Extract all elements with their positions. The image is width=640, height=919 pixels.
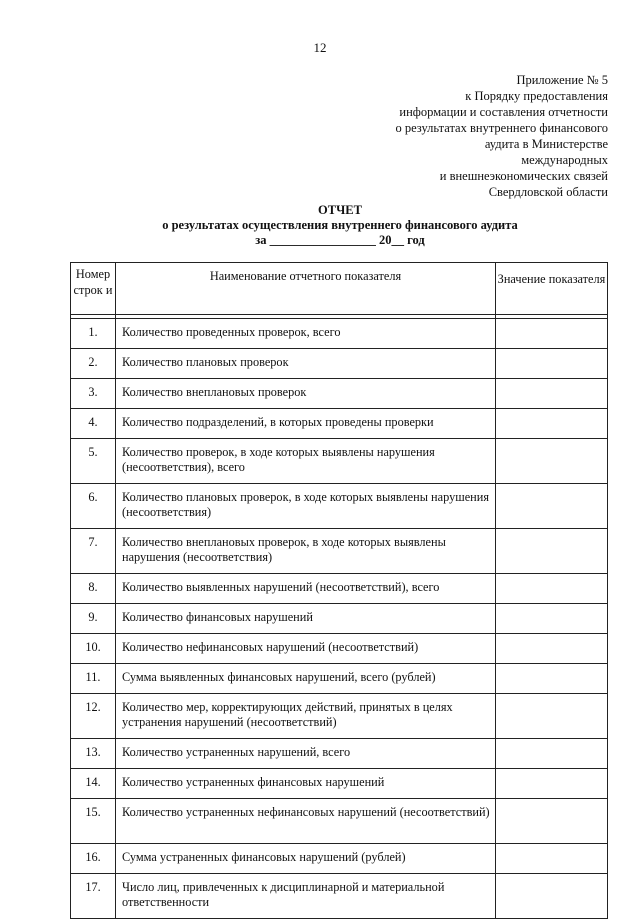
row-value [496, 874, 608, 919]
row-number: 15. [71, 799, 116, 844]
row-indicator-name: Количество выявленных нарушений (несоответствий), всего [116, 574, 496, 604]
row-indicator-name: Количество финансовых нарушений [116, 604, 496, 634]
table-row [71, 349, 608, 379]
row-value [496, 484, 608, 529]
header-number: Номер строк и [71, 263, 116, 315]
appendix-line: о результатах внутреннего финансового [395, 121, 608, 135]
table-row [71, 634, 608, 664]
row-indicator-name: Количество проведенных проверок, всего [116, 319, 496, 349]
appendix-line: Приложение № 5 [516, 73, 608, 87]
table-row [71, 529, 608, 574]
header-value: Значение показателя [496, 263, 608, 315]
appendix-line: информации и составления отчетности [399, 105, 608, 119]
table-row [71, 694, 608, 739]
row-value [496, 739, 608, 769]
table-row [71, 799, 608, 844]
row-value [496, 529, 608, 574]
row-value [496, 409, 608, 439]
row-value [496, 634, 608, 664]
row-value [496, 439, 608, 484]
row-indicator-name: Количество нефинансовых нарушений (несоответствий) [116, 634, 496, 664]
table-row [71, 604, 608, 634]
row-indicator-name: Количество мер, корректирующих действий, принятых в целях устранения нарушений (несоответствий) [116, 694, 496, 739]
row-number: 12. [71, 694, 116, 739]
row-value [496, 319, 608, 349]
table-row [71, 319, 608, 349]
row-value [496, 844, 608, 874]
table-header-row [71, 263, 608, 315]
row-number: 1. [71, 319, 116, 349]
title-subject: о результатах осуществления внутреннего финансового аудита [162, 218, 518, 232]
row-value [496, 769, 608, 799]
row-number: 13. [71, 739, 116, 769]
row-indicator-name: Количество подразделений, в которых проведены проверки [116, 409, 496, 439]
row-number: 3. [71, 379, 116, 409]
table-row [71, 439, 608, 484]
row-value [496, 574, 608, 604]
table-row [71, 484, 608, 529]
row-number: 6. [71, 484, 116, 529]
row-value [496, 604, 608, 634]
row-indicator-name: Количество устраненных финансовых нарушений [116, 769, 496, 799]
row-number: 11. [71, 664, 116, 694]
table-body [71, 319, 608, 919]
table-row [71, 574, 608, 604]
row-value [496, 349, 608, 379]
row-number: 2. [71, 349, 116, 379]
row-indicator-name: Сумма выявленных финансовых нарушений, всего (рублей) [116, 664, 496, 694]
row-indicator-name: Количество устраненных нарушений, всего [116, 739, 496, 769]
row-number: 9. [71, 604, 116, 634]
table-row [71, 874, 608, 919]
report-title [110, 203, 570, 248]
table-row [71, 769, 608, 799]
row-value [496, 664, 608, 694]
row-number: 4. [71, 409, 116, 439]
row-indicator-name: Число лиц, привлеченных к дисциплинарной и материальной ответственности [116, 874, 496, 919]
row-number: 14. [71, 769, 116, 799]
row-indicator-name: Количество внеплановых проверок, в ходе которых выявлены нарушения (несоответствия) [116, 529, 496, 574]
row-number: 10. [71, 634, 116, 664]
row-indicator-name: Количество внеплановых проверок [116, 379, 496, 409]
appendix-reference [308, 72, 608, 200]
report-table [70, 262, 608, 919]
appendix-line: к Порядку предоставления [465, 89, 608, 103]
table-row [71, 664, 608, 694]
row-indicator-name: Сумма устраненных финансовых нарушений (рублей) [116, 844, 496, 874]
row-indicator-name: Количество устраненных нефинансовых нарушений (несоответствий) [116, 799, 496, 844]
table-row [71, 379, 608, 409]
row-number: 8. [71, 574, 116, 604]
title-period: за _________________ 20__ год [255, 233, 425, 247]
row-number: 17. [71, 874, 116, 919]
row-value [496, 694, 608, 739]
row-number: 16. [71, 844, 116, 874]
row-indicator-name: Количество проверок, в ходе которых выявлены нарушения (несоответствия), всего [116, 439, 496, 484]
row-number: 5. [71, 439, 116, 484]
row-indicator-name: Количество плановых проверок [116, 349, 496, 379]
appendix-line: и внешнеэкономических связей [439, 169, 608, 183]
page-number: 12 [313, 40, 327, 55]
table-row [71, 409, 608, 439]
table-row [71, 844, 608, 874]
table-row [71, 739, 608, 769]
row-value [496, 379, 608, 409]
appendix-line: Свердловской области [488, 185, 608, 199]
appendix-line: международных [521, 153, 608, 167]
header-name: Наименование отчетного показателя [116, 263, 496, 315]
appendix-line: аудита в Министерстве [484, 137, 608, 151]
row-number: 7. [71, 529, 116, 574]
title-heading: ОТЧЕТ [318, 203, 362, 217]
row-indicator-name: Количество плановых проверок, в ходе которых выявлены нарушения (несоответствия) [116, 484, 496, 529]
row-value [496, 799, 608, 844]
